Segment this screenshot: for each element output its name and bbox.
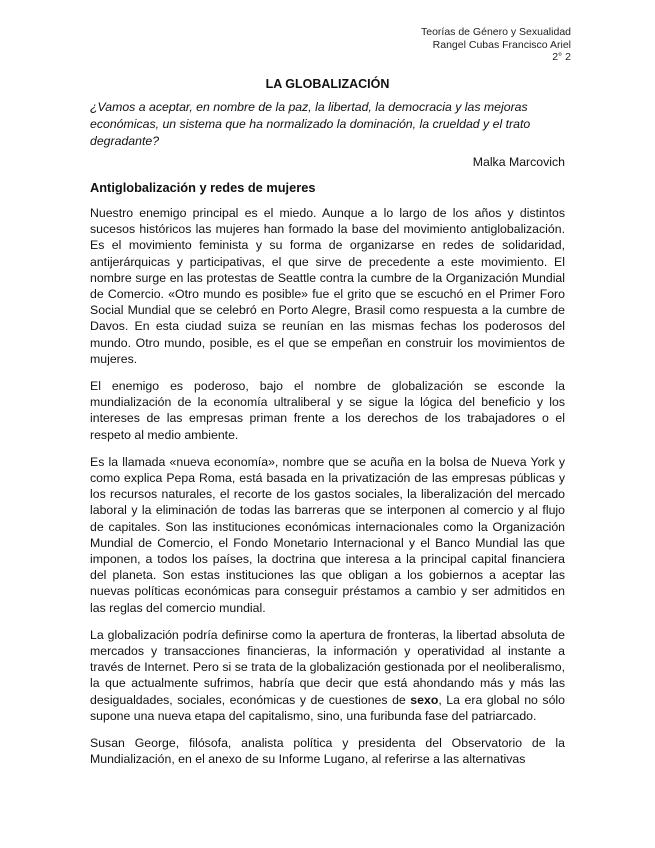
page-header: [421, 26, 571, 64]
section-heading: Antiglobalización y redes de mujeres: [90, 180, 316, 195]
paragraph-4-text-b: , La era global no sólo supone una nueva etapa del capitalismo, sino, una furibunda fase del patriarcado.: [90, 692, 565, 723]
paragraph-4: [90, 627, 565, 724]
paragraph-4-bold-word: sexo: [410, 692, 439, 707]
paragraph-3: Es la llamada «nueva economía», nombre que se acuña en la bolsa de Nueva York y como explica Pepa Roma, está basada en la privatización de las empresas públicas y los recursos naturales, el recorte de los gastos sociales, la liberalización del mercado laboral y la eliminación de todas las barreras que se interponen al comercio y al flujo de capitales. Son las instituciones económicas internacionales como la Organización Mundial de Comercio, el Fondo Monetario Internacional y el Banco Mundial las que imponen, a todos los países, la doctrina que interesa a la principal capital financiera del planeta. Son estas instituciones las que obligan a los gobiernos a aceptar las nuevas políticas económicas para conseguir préstamos a cambio y ser admitidos en las reglas del comercio mundial.: [90, 454, 565, 615]
header-course: Teorías de Género y Sexualidad: [420, 26, 571, 38]
epigraph-quote: ¿Vamos a aceptar, en nombre de la paz, la libertad, la democracia y las mejoras económicas, un sistema que ha normalizado la dominación, la crueldad y el trato degradante?: [90, 100, 531, 148]
body-text: [90, 205, 565, 779]
epigraph-author: Malka Marcovich: [472, 155, 565, 169]
paragraph-4-text-a: La globalización podría definirse como la apertura de fronteras, la libertad absoluta de mercados y transacciones financieras, la información y operatividad al instante a través de Internet. Pero si se trata de la globalización gestionada por el neoliberalismo, la que actualmente sufrimos, habría que decir que está ahondando más y más las desigualdades, sociales, económicas y de cuestiones de: [90, 627, 565, 707]
paragraph-1: Nuestro enemigo principal es el miedo. Aunque a lo largo de los años y distintos sucesos históricos las mujeres han formado la base del movimiento antiglobalización. Es el movimiento feminista y su forma de organizarse en redes de solidaridad, antijerárquicas y participativas, el que sirve de precedente a este movimiento. El nombre surge en las protestas de Seattle contra la cumbre de la Organización Mundial de Comercio. «Otro mundo es posible» fue el grito que se escuchó en el Primer Foro Social Mundial que se celebró en Porto Alegre, Brasil como respuesta a la cumbre de Davos. En esta ciudad suiza se reunían en las mismas fechas los poderosos del mundo. Otro mundo, posible, es el que se empeñan en construir los movimientos de mujeres.: [90, 206, 565, 366]
header-author: Rangel Cubas Francisco Ariel: [432, 38, 571, 51]
document-title: LA GLOBALIZACIÓN: [265, 77, 390, 91]
paragraph-2: El enemigo es poderoso, bajo el nombre de globalización se esconde la mundialización de la economía ultraliberal y se sigue la lógica del beneficio y los intereses de las empresas priman frente a los derechos de los trabajadores o el respeto al medio ambiente.: [90, 379, 565, 442]
paragraph-5: Susan George, filósofa, analista política y presidenta del Observatorio de la Mundialización, en el anexo de su Informe Lugano, al referirse a las alternativas: [90, 736, 565, 767]
header-group: 2° 2: [552, 51, 571, 63]
